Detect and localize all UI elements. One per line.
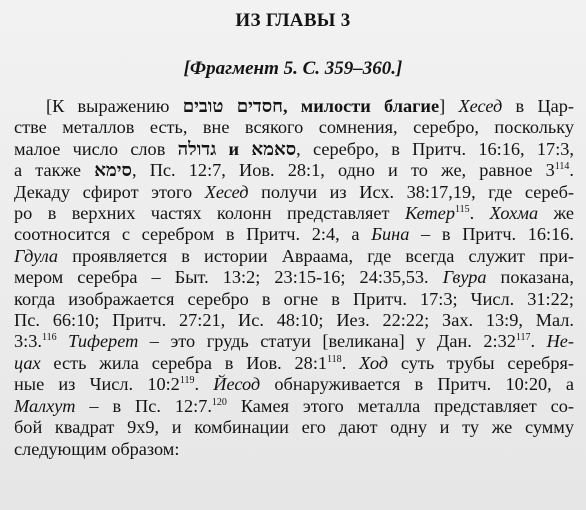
text-run: малое число слов: [14, 138, 178, 159]
text-line: [14, 396, 574, 417]
text-run: Бина: [371, 224, 410, 245]
footnote-ref: 119: [179, 375, 195, 387]
text-run: Пс. 66:10; Притч. 27:21, Ис. 48:10; Иез. 22:22; Зах. 13:9, Мал.: [14, 310, 574, 331]
text-run: Йесод: [213, 374, 261, 395]
text-run: же: [538, 203, 574, 224]
footnote-ref: 117: [515, 332, 531, 344]
text-line: [14, 267, 574, 288]
text-run: получи из Исх. 38:17,19, где сереб-: [248, 181, 574, 202]
text-line: [14, 439, 574, 460]
text-line: [14, 310, 574, 331]
fragment-reference: [Фрагмент 5. С. 359–360.]: [183, 58, 403, 79]
text-line: [14, 224, 574, 245]
footnote-ref: 115: [454, 203, 470, 215]
text-run: показана,: [486, 267, 574, 288]
text-line: [14, 374, 574, 395]
text-run: Хохма: [489, 203, 539, 224]
text-run: .: [469, 203, 490, 224]
text-run: стве металлов есть, вне всякого сомнения, серебро, поскольку: [14, 117, 574, 138]
text-run: .: [194, 374, 214, 395]
text-run: следующим образом:: [14, 438, 180, 459]
text-run: проявляется в истории Авраама, где всегда служит при-: [58, 245, 574, 266]
text-run: мером серебра – Быт. 13:2; 23:15-16; 24:35,53.: [14, 267, 443, 288]
text-run: суть трубы серебря-: [388, 352, 574, 373]
text-run: Декаду сфирот этого: [14, 181, 205, 202]
text-run: Ход: [359, 352, 389, 373]
text-run: Хесед: [204, 181, 249, 202]
footnote-ref: 116: [41, 332, 57, 344]
text-run: Малхут: [14, 395, 76, 416]
body-paragraph: [14, 96, 574, 460]
hebrew-term: חסדים טובים: [182, 96, 283, 116]
text-run: – в Пс. 12:7.: [75, 395, 212, 416]
footnote-ref: 118: [327, 353, 342, 365]
text-run: цах: [14, 352, 41, 373]
text-run: ]: [439, 96, 459, 116]
text-run: когда изображается серебро в огне в Притч. 17:3; Числ. 31:22;: [14, 288, 574, 309]
footnote-ref: 114: [554, 161, 570, 173]
text-line: [14, 417, 574, 438]
text-run: , Пс. 12:7, Иов. 28:1, одно и то же, равное 3: [131, 160, 555, 181]
text-run: Кетер: [404, 203, 455, 224]
hebrew-term: סאמא: [251, 138, 297, 159]
text-run: .: [569, 160, 574, 181]
text-run: .: [530, 331, 547, 352]
text-run: в Цар-: [502, 96, 574, 116]
text-run: , милости благие: [282, 96, 440, 116]
text-run: [57, 331, 69, 351]
text-run: ные из Числ. 10:2: [14, 374, 180, 395]
text-line: [14, 353, 574, 374]
text-run: .: [341, 352, 360, 373]
text-run: Тиферет: [68, 331, 139, 352]
text-run: – в Притч. 16:16.: [409, 224, 574, 245]
text-run: бой квадрат 9х9, и комбинации его дают одну и ту же сумму: [14, 417, 574, 438]
text-line: [14, 203, 574, 224]
text-run: соотносится с серебром в Притч. 2:4, а: [14, 224, 372, 245]
text-run: 3:3.: [14, 331, 42, 352]
text-run: , серебро, в Притч. 16:16, 17:3,: [296, 138, 574, 159]
text-line: [14, 289, 574, 310]
text-run: ро в верхних частях колонн представляет: [14, 203, 405, 224]
text-line: [14, 331, 574, 352]
text-line: [14, 96, 574, 117]
text-run: [К выражению: [46, 96, 183, 116]
chapter-heading: ИЗ ГЛАВЫ 3: [235, 10, 351, 31]
text-line: [14, 139, 574, 160]
hebrew-term: גדולה: [177, 138, 217, 159]
text-run: есть жила серебра в Иов. 28:1: [40, 352, 328, 373]
text-run: обнаруживается в Притч. 10:20, а: [260, 374, 574, 395]
text-line: [14, 182, 574, 203]
text-run: Гвура: [442, 267, 487, 288]
text-run: – это грудь статуи [великана] у Дан. 2:32: [138, 331, 516, 352]
hebrew-term: סימא: [94, 160, 132, 181]
text-line: [14, 117, 574, 138]
footnote-ref: 120: [211, 396, 227, 408]
text-run: Хесед: [458, 96, 503, 116]
text-run: Камея этого металла представляет со-: [226, 395, 574, 416]
text-run: Гдула: [14, 245, 59, 266]
text-run: а также: [14, 160, 95, 181]
text-line: [14, 160, 574, 181]
text-run: Не-: [546, 331, 574, 352]
text-line: [14, 246, 574, 267]
text-run: и: [216, 138, 252, 159]
